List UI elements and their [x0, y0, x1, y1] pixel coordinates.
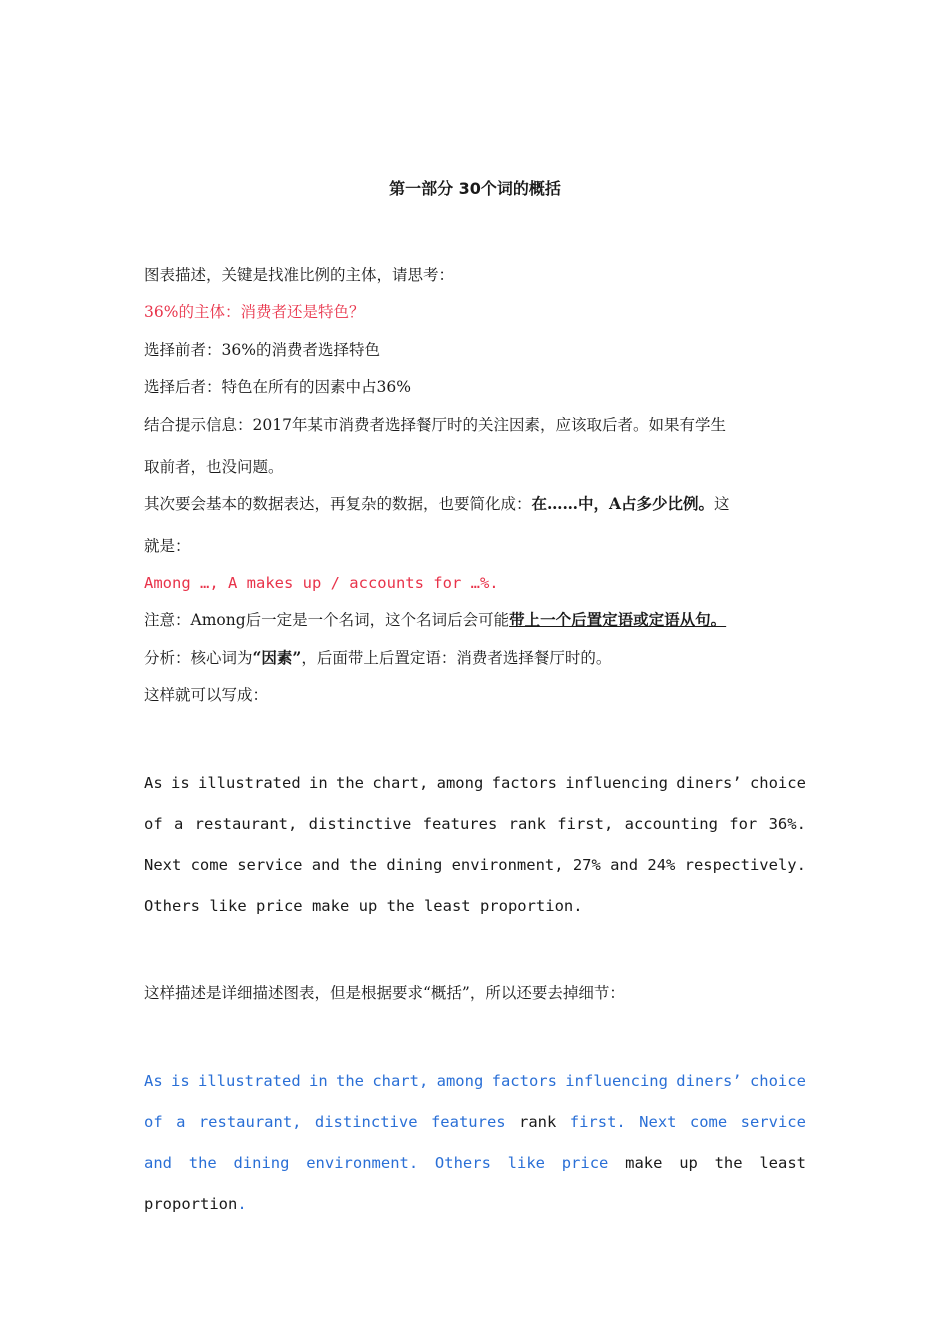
word: a — [174, 815, 184, 833]
word: service — [237, 856, 303, 874]
english-line-2 — [144, 813, 806, 835]
word: As — [144, 1072, 163, 1090]
write-intro: 这样就可以写成： — [144, 686, 269, 704]
word: diners’ — [676, 1072, 742, 1090]
option-former: 选择前者：36%的消费者选择特色 — [144, 341, 380, 359]
word: price — [561, 1154, 609, 1172]
word: choice — [749, 1072, 806, 1090]
word: first, — [557, 815, 614, 833]
analysis-keyword: “因素” — [252, 648, 302, 667]
analysis-text: 分析：核心词为 — [144, 649, 253, 667]
word: diners’ — [676, 774, 742, 792]
word: illustrated — [198, 774, 301, 792]
word: environment, — [451, 856, 564, 874]
word: up — [679, 1154, 698, 1172]
word: make — [625, 1154, 663, 1172]
word: rank — [508, 815, 546, 833]
word: restaurant, — [194, 815, 298, 833]
formula-line: Among …, A makes up / accounts for …%. — [144, 574, 499, 592]
data-expression-text: 其次要会基本的数据表达，再复杂的数据，也要简化成： — [144, 495, 532, 513]
word: 24% — [647, 856, 676, 874]
word: Next — [639, 1113, 677, 1131]
word: in — [308, 774, 328, 792]
summary-line-4 — [144, 1193, 806, 1215]
word: As — [144, 774, 163, 792]
word: accounting — [624, 815, 718, 833]
data-expression-line-2: 就是： — [144, 537, 191, 555]
summary-line-2 — [144, 1111, 806, 1133]
note-underlined: 带上一个后置定语或定语从句。 — [509, 610, 727, 629]
word: come — [689, 1113, 728, 1131]
word: respectively. — [684, 856, 806, 874]
word: first. — [569, 1113, 626, 1131]
data-expression-bold: 在……中，A占多少比例。 — [531, 494, 715, 513]
word: like — [507, 1154, 545, 1172]
word: and — [610, 856, 639, 874]
question-line: 36%的主体：消费者还是特色？ — [144, 303, 365, 321]
word: features — [422, 815, 498, 833]
word: restaurant, — [198, 1113, 302, 1131]
word: 27% — [572, 856, 601, 874]
word: features — [430, 1113, 506, 1131]
word: a — [176, 1113, 186, 1131]
note-line — [144, 609, 806, 631]
word: among — [436, 774, 484, 792]
summary-line-1 — [144, 1070, 806, 1092]
word: 36%. — [768, 815, 806, 833]
word: come — [190, 856, 228, 874]
word: environment. — [306, 1154, 419, 1172]
word: for — [729, 815, 758, 833]
english-line-4: Others like price make up the least proportion. — [144, 897, 583, 915]
word: and — [144, 1154, 172, 1172]
note-text: 注意：Among后一定是一个名词，这个名词后会可能 — [144, 611, 510, 629]
word: is — [171, 774, 190, 792]
analysis-line — [144, 647, 806, 669]
hint-line-1: 结合提示信息：2017年某市消费者选择餐厅时的关注因素，应该取后者。如果有学生 — [144, 416, 726, 434]
word: factors — [491, 1072, 557, 1090]
word: service — [740, 1113, 806, 1131]
word: the — [714, 1154, 743, 1172]
word: illustrated — [198, 1072, 301, 1090]
analysis-tail: ，后面带上后置定语：消费者选择餐厅时的。 — [301, 649, 612, 667]
word: least — [759, 1154, 806, 1172]
word: and — [311, 856, 340, 874]
word: distinctive — [314, 1113, 418, 1131]
summary-intro: 这样描述是详细描述图表，但是根据要求“概括”，所以还要去掉细节： — [144, 984, 625, 1002]
hint-line-2: 取前者，也没问题。 — [144, 458, 284, 476]
english-line-1 — [144, 772, 806, 794]
word: Others — [434, 1154, 491, 1172]
word: choice — [749, 774, 806, 792]
word: distinctive — [308, 815, 412, 833]
word: influencing — [565, 1072, 668, 1090]
word: dining — [386, 856, 443, 874]
word: factors — [491, 774, 557, 792]
word: chart, — [372, 774, 429, 792]
word: of — [144, 1113, 163, 1131]
word: is — [171, 1072, 190, 1090]
data-expression-tail: 这 — [714, 495, 730, 513]
english-line-3 — [144, 854, 806, 876]
word: rank — [519, 1113, 557, 1131]
word: the — [335, 774, 364, 792]
word: dining — [233, 1154, 290, 1172]
summary-word: proportion — [144, 1195, 238, 1213]
word: of — [144, 815, 163, 833]
word: among — [436, 1072, 484, 1090]
word: Next — [144, 856, 182, 874]
word: the — [335, 1072, 364, 1090]
word: chart, — [372, 1072, 429, 1090]
option-latter: 选择后者：特色在所有的因素中占36% — [144, 378, 411, 396]
summary-period: . — [237, 1195, 247, 1213]
word: the — [349, 856, 378, 874]
word: in — [308, 1072, 328, 1090]
word: the — [188, 1154, 217, 1172]
paragraph-intro: 图表描述，关键是找准比例的主体，请思考： — [144, 266, 455, 284]
page-title: 第一部分 30个词的概括 — [389, 179, 561, 198]
data-expression-line-1 — [144, 493, 806, 515]
word: influencing — [565, 774, 668, 792]
summary-line-3 — [144, 1152, 806, 1174]
